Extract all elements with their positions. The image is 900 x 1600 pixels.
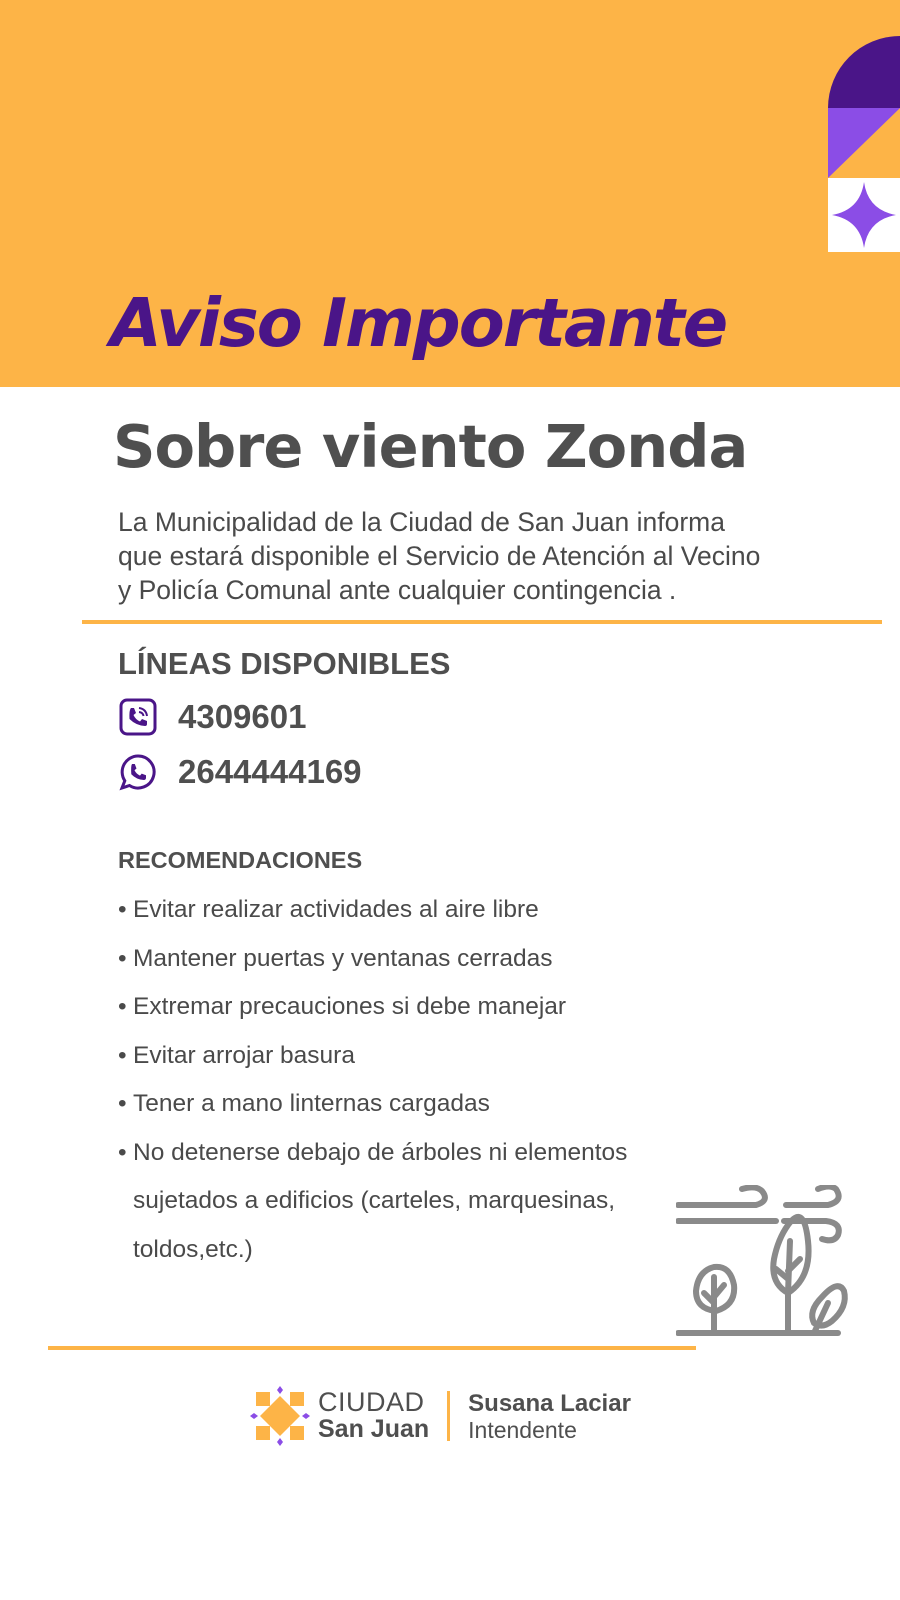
intro-text (118, 505, 818, 607)
city-logo-icon (248, 1384, 312, 1448)
city-brand (318, 1389, 429, 1443)
brand-bottom: San Juan (318, 1415, 430, 1443)
phone-number: 4309601 (178, 698, 307, 735)
list-item: • Evitar realizar actividades al aire libre (118, 886, 678, 935)
whatsapp-icon (118, 752, 158, 792)
page-title: Aviso Importante (110, 284, 727, 362)
intro-line: y Policía Comunal ante cualquier contingencia . (118, 575, 677, 605)
list-item: • Evitar arrojar basura (118, 1032, 678, 1081)
geometric-decoration-icon (828, 36, 900, 252)
divider (48, 1346, 696, 1350)
list-item: • No detenerse debajo de árboles ni elementos sujetados a edificios (carteles, marquesinas, toldos,etc.) (118, 1129, 678, 1275)
intro-line: que estará disponible el Servicio de Atención al Vecino (118, 541, 761, 571)
recommendations-heading: RECOMENDACIONES (118, 847, 363, 873)
mayor-name: Susana Laciar (468, 1389, 631, 1417)
footer (248, 1386, 631, 1446)
subtitle: Sobre viento Zonda (113, 412, 748, 481)
brand-top: CIUDAD (318, 1387, 425, 1417)
footer-divider (447, 1391, 450, 1441)
list-item: • Mantener puertas y ventanas cerradas (118, 935, 678, 984)
wind-trees-icon (676, 1185, 856, 1355)
list-item: • Tener a mano linternas cargadas (118, 1080, 678, 1129)
whatsapp-line[interactable] (118, 752, 362, 792)
list-item: • Extremar precauciones si debe manejar (118, 983, 678, 1032)
divider (82, 620, 882, 624)
whatsapp-number: 2644444169 (178, 753, 362, 790)
phone-icon (118, 697, 158, 737)
mayor-role: Intendente (468, 1416, 577, 1443)
phone-line[interactable] (118, 697, 306, 737)
mayor-credit (468, 1390, 631, 1443)
recommendations-list (118, 886, 678, 1274)
intro-line: La Municipalidad de la Ciudad de San Juan informa (118, 507, 725, 537)
lines-heading: LÍNEAS DISPONIBLES (118, 646, 451, 681)
